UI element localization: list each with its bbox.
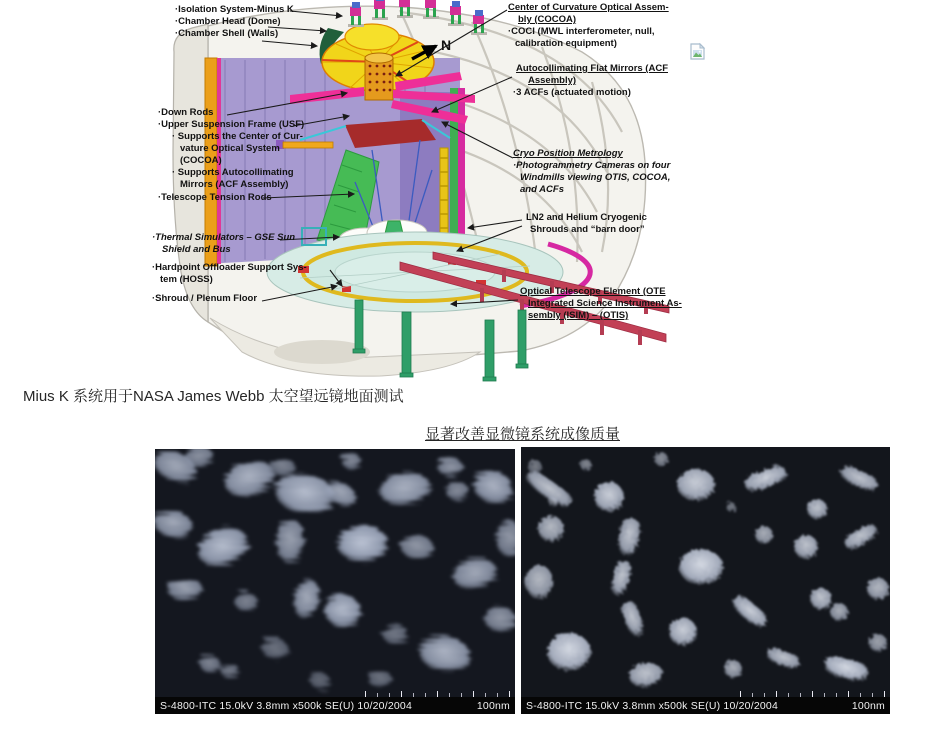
- label-line: vature Optical System: [180, 143, 280, 154]
- label-block-ln2: [526, 212, 647, 236]
- label-block-cryo: [513, 148, 670, 196]
- label-block-usf: [158, 107, 304, 191]
- sem-info-bar: [155, 697, 515, 714]
- label-line: Integrated Science Instrument As-: [528, 298, 682, 309]
- label-line: ·Telescope Tension Rods: [158, 192, 272, 203]
- label-block-shell: [175, 4, 294, 40]
- sem-micrograph-right: [521, 447, 890, 697]
- label-line: Optical Telescope Element (OTE: [520, 286, 666, 297]
- cocoa-cylinder: [365, 53, 393, 100]
- compass-label: N: [441, 37, 452, 53]
- sem-metadata-text: S-4800-ITC 15.0kV 3.8mm x500k SE(U) 10/20/2004: [526, 699, 778, 712]
- label-line: ·Hardpoint Offloader Support Sys-: [152, 262, 307, 273]
- label-line: tem (HOSS): [160, 274, 213, 285]
- sem-scale-label: 100nm: [851, 699, 885, 712]
- label-line: ·Chamber Head (Dome): [175, 16, 281, 27]
- label-line: ·Isolation System-Minus K: [175, 4, 294, 15]
- figure-caption-sem: [155, 423, 890, 444]
- sem-image-before: [155, 449, 515, 714]
- label-line: Cryo Position Metrology: [513, 148, 623, 159]
- label-block-cocoa: [508, 2, 669, 50]
- caption-underlined-text: 显著改善显微镜系统成像质量: [424, 426, 620, 443]
- label-block-hoss: [152, 262, 307, 286]
- label-line: ·Chamber Shell (Walls): [175, 28, 279, 39]
- label-line: and ACFs: [520, 184, 564, 195]
- label-block-shroud: [152, 293, 257, 305]
- label-block-tension-rods: [158, 192, 272, 204]
- label-block-ote: [520, 286, 682, 322]
- label-line: bly (COCOA): [518, 14, 577, 25]
- label-line: calibration equipment): [515, 38, 617, 49]
- label-line: Shrouds and “barn door”: [530, 224, 645, 235]
- label-line: LN2 and Helium Cryogenic: [526, 212, 647, 223]
- label-line: Windmills viewing OTIS, COCOA,: [520, 172, 671, 183]
- label-line: Center of Curvature Optical Assem-: [508, 2, 669, 13]
- label-line: (COCOA): [180, 155, 222, 166]
- label-line: Assembly): [528, 75, 577, 86]
- label-line: · Supports Autocollimating: [172, 167, 294, 178]
- label-block-acf: [513, 63, 668, 99]
- label-line: ·Photogrammetry Cameras on four: [513, 160, 671, 171]
- sem-micrograph-left: [155, 449, 515, 697]
- sem-image-after: [521, 447, 890, 714]
- label-line: ·Down Rods: [158, 107, 214, 118]
- jwst-chamber-figure: [150, 0, 682, 382]
- label-block-thermal: [152, 232, 295, 256]
- label-line: Autocollimating Flat Mirrors (ACF: [516, 63, 668, 74]
- sem-info-bar: [521, 697, 890, 714]
- label-line: ·Shroud / Plenum Floor: [152, 293, 258, 304]
- label-line: ·3 ACFs (actuated motion): [513, 87, 631, 98]
- label-line: sembly (ISIM) – (OTIS): [528, 310, 629, 321]
- label-line: ·Upper Suspension Frame (USF): [158, 119, 305, 130]
- broken-image-icon: [688, 42, 707, 61]
- figure-caption-jwst: Mius K 系统用于NASA James Webb 太空望远镜地面测试: [23, 388, 404, 405]
- label-line: ·COCI (MWL interferometer, null,: [508, 26, 655, 37]
- sem-scale-label: 100nm: [476, 699, 510, 712]
- label-line: · Supports the Center of Cur-: [172, 131, 303, 142]
- label-line: ·Thermal Simulators – GSE Sun: [152, 232, 296, 243]
- label-line: Shield and Bus: [162, 244, 231, 255]
- sem-metadata-text: S-4800-ITC 15.0kV 3.8mm x500k SE(U) 10/20/2004: [160, 699, 412, 712]
- label-line: Mirrors (ACF Assembly): [180, 179, 289, 190]
